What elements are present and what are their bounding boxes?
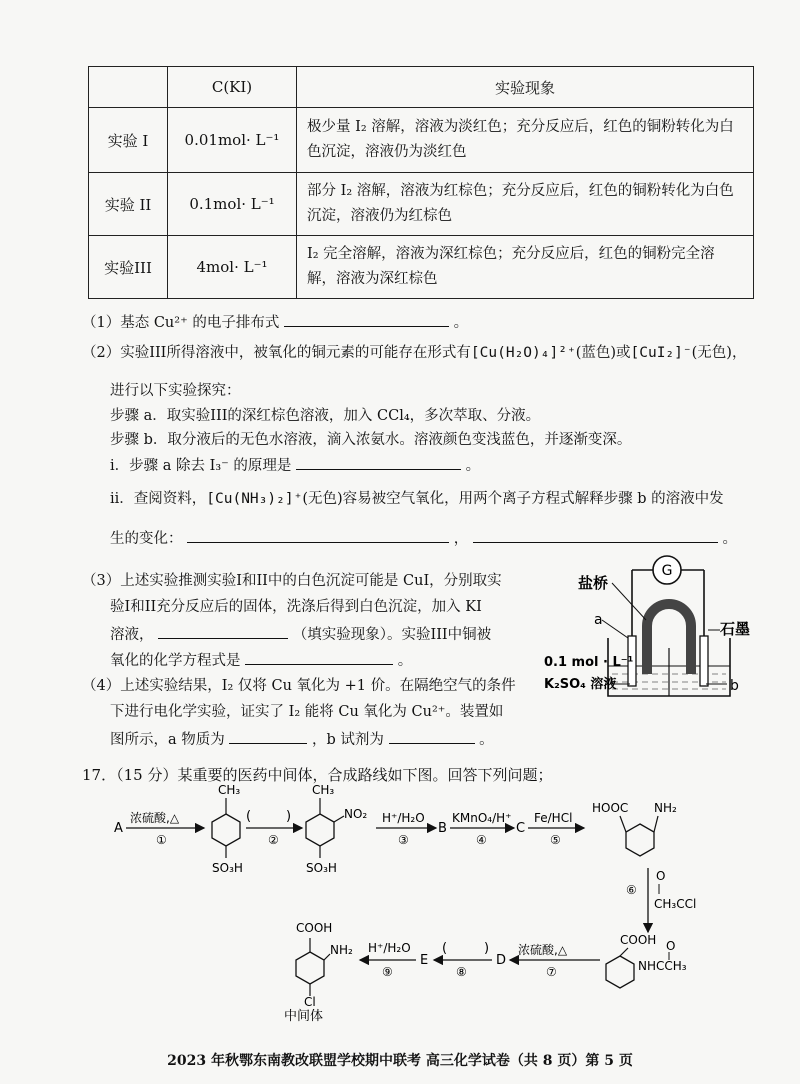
acyl-o-label: O [666, 939, 676, 953]
compound-C: C [516, 821, 526, 836]
reagent-5: Fe/HCl [534, 811, 573, 825]
q2-sub-ii [110, 488, 724, 510]
q1-end: 。 [453, 315, 469, 331]
q4-l3a: 图所示，a 物质为 [110, 732, 225, 748]
q4-line1: （4）上述实验结果，I₂ 仅将 Cu 氧化为 +1 价。在隔绝空气的条件 [82, 678, 516, 694]
step-6: ⑥ [626, 883, 637, 897]
benzene-ring-1 [212, 814, 240, 846]
q2-complex2: [CuI₂]⁻ [630, 345, 692, 361]
experiment-table [88, 66, 754, 299]
nh2-label: NH₂ [654, 801, 677, 815]
compound-D: D [496, 953, 507, 968]
a-pointer [602, 620, 628, 638]
q3-line4 [110, 648, 412, 672]
cl-final: Cl [304, 995, 316, 1009]
q2-ii-text2: (无色)容易被空气氧化，用两个离子方程式解释步骤 b 的溶液中发 [302, 491, 724, 507]
solution-name-label: K₂SO₄ 溶液 [544, 677, 617, 692]
benzene-ring-4 [606, 956, 634, 988]
q2-line2: 进行以下实验探究： [110, 383, 241, 399]
table-row [89, 236, 754, 299]
graphite-electrode [700, 636, 708, 686]
table-cell-phenomenon: 部分 I₂ 溶解，溶液为红棕色；充分反应后，红色的铜粉转化为白色沉淀，溶液仍为红棕色 [297, 173, 754, 236]
step-7: ⑦ [546, 965, 557, 979]
q3-l3a: 溶液， [110, 627, 154, 643]
q2-ii-text1: ii．查阅资料， [110, 491, 207, 507]
table-cell-phenomenon: 极少量 I₂ 溶解，溶液为淡红色；充分反应后，红色的铜粉转化为白色沉淀，溶液仍为淡红色 [297, 108, 754, 173]
table-header-phenomenon: 实验现象 [297, 67, 754, 108]
q2-ii-comma: ， [453, 531, 469, 547]
table-cell-phenomenon: I₂ 完全溶解，溶液为深红棕色；充分反应后，红色的铜粉完全溶解，溶液为深红棕色 [297, 236, 754, 299]
nh2-final: NH₂ [330, 943, 353, 957]
step-1: ① [156, 833, 167, 847]
reagent-6-o: O [656, 869, 666, 883]
synthesis-scheme [100, 784, 720, 1024]
bond [654, 816, 658, 832]
q3-line2: 验I和II充分反应后的固体，洗涤后得到白色沉淀，加入 KI [110, 599, 482, 615]
compound-E: E [420, 953, 429, 968]
table-row [89, 108, 754, 173]
reagent-9: H⁺/H₂O [368, 941, 411, 955]
table-header-row [89, 67, 754, 108]
q4-answer-blank-2[interactable] [389, 727, 475, 744]
question-1 [82, 310, 468, 334]
q2-ii-text3: 生的变化： [110, 531, 183, 547]
q3-line1: （3）上述实验推测实验I和II中的白色沉淀可能是 CuI，分别取实 [82, 573, 502, 589]
q3-l3b: （填实验现象）。实验III中铜被 [292, 627, 492, 643]
reagent-7: 浓硫酸,△ [518, 943, 568, 957]
table-cell-name: 实验 I [89, 108, 168, 173]
q2-i-text: i．步骤 a 除去 I₃⁻ 的原理是 [110, 458, 292, 474]
table-header-conc: C(KI) [168, 67, 297, 108]
no2-2: NO₂ [344, 807, 368, 821]
step-2: ② [268, 833, 279, 847]
cooh-label-2: COOH [620, 933, 657, 947]
q2-color2: (无色)， [691, 345, 747, 361]
q3-l4end: 。 [397, 653, 413, 669]
table-cell-conc: 0.1mol· L⁻¹ [168, 173, 297, 236]
q1-answer-blank[interactable] [284, 310, 449, 327]
b-label: b [730, 678, 739, 694]
step-8: ⑧ [456, 965, 467, 979]
q2-intro: （2）实验III所得溶液中，被氧化的铜元素的可能存在形式有 [82, 345, 471, 361]
reagent-6: CH₃CCl [654, 897, 697, 911]
so3h-2: SO₃H [306, 861, 337, 875]
bond [620, 948, 628, 956]
salt-bridge-pointer [612, 583, 646, 620]
table-cell-name: 实验 II [89, 173, 168, 236]
ch3-1: CH₃ [218, 784, 241, 797]
salt-bridge-label: 盐桥 [578, 574, 609, 592]
q2-step-b: 步骤 b．取分液后的无色水溶液，滴入浓氨水。溶液颜色变浅蓝色，并逐渐变深。 [110, 432, 632, 448]
q4-answer-blank-1[interactable] [229, 727, 307, 744]
intermediate-label: 中间体 [284, 1009, 324, 1024]
q4-line3 [110, 727, 494, 751]
step-3: ③ [398, 833, 409, 847]
q2-i-answer-blank[interactable] [296, 453, 461, 470]
reagent-4: KMnO₄/H⁺ [452, 811, 512, 825]
q2-color1: (蓝色)或 [575, 345, 631, 361]
solution-conc-label: 0.1 mol · L⁻¹ [544, 655, 634, 670]
table-cell-name: 实验III [89, 236, 168, 299]
so3h-1: SO₃H [212, 861, 243, 875]
q2-ii-complex: [Cu(NH₃)₂]⁺ [206, 491, 303, 507]
q3-line3 [110, 622, 491, 646]
step-4: ④ [476, 833, 487, 847]
bond [334, 816, 344, 822]
q17-title: 17．（15 分）某重要的医药中间体，合成路线如下图。回答下列问题； [82, 766, 553, 784]
compound-B: B [438, 821, 447, 836]
nhcch3-label: NHCCH₃ [638, 959, 687, 973]
question-2-intro [82, 342, 746, 364]
ch3-2: CH₃ [312, 784, 335, 797]
q2-sub-ii-line2 [110, 526, 737, 550]
reagent-2-close: ) [286, 809, 292, 824]
reagent-3: H⁺/H₂O [382, 811, 425, 825]
cooh-label-final: COOH [296, 921, 333, 935]
step-9: ⑨ [382, 965, 393, 979]
table-row [89, 173, 754, 236]
q3-answer-blank-2[interactable] [245, 648, 393, 665]
graphite-label: 石墨 [720, 620, 751, 638]
q3-answer-blank-1[interactable] [158, 622, 288, 639]
page-footer: 2023 年秋鄂东南教改联盟学校期中联考 高三化学试卷（共 8 页）第 5 页 [167, 1053, 633, 1069]
q2-complex1: [Cu(H₂O)₄]²⁺ [470, 345, 576, 361]
table-header-empty [89, 67, 168, 108]
reagent-8-open: ( [442, 941, 448, 956]
a-label: a [594, 612, 603, 628]
reagent-8-close: ) [484, 941, 490, 956]
compound-A: A [114, 821, 123, 836]
q2-ii-answer-blank-1[interactable] [187, 526, 449, 543]
q1-text: （1）基态 Cu²⁺ 的电子排布式 [82, 315, 280, 331]
galvanometer-label: G [661, 563, 673, 579]
reagent-2-open: ( [246, 809, 252, 824]
benzene-ring-3 [626, 824, 654, 856]
q2-ii-end: 。 [722, 531, 737, 547]
bond [620, 816, 626, 832]
electrochemical-apparatus [540, 548, 780, 748]
q4-l3b: ，b 试剂为 [311, 732, 384, 748]
benzene-ring-final [296, 952, 324, 984]
q2-sub-i [110, 453, 480, 477]
table-cell-conc: 4mol· L⁻¹ [168, 236, 297, 299]
reagent-1: 浓硫酸,△ [130, 811, 180, 825]
q2-i-end: 。 [465, 458, 481, 474]
table-cell-conc: 0.01mol· L⁻¹ [168, 108, 297, 173]
q2-ii-answer-blank-2[interactable] [473, 526, 718, 543]
benzene-ring-2 [306, 814, 334, 846]
step-5: ⑤ [550, 833, 561, 847]
q4-l3end: 。 [479, 732, 494, 748]
q4-line2: 下进行电化学实验，证实了 I₂ 能将 Cu 氧化为 Cu²⁺。装置如 [110, 704, 504, 720]
q3-l4: 氧化的化学方程式是 [110, 653, 241, 669]
q2-step-a: 步骤 a．取实验III的深红棕色溶液，加入 CCl₄，多次萃取、分液。 [110, 408, 541, 424]
hooc-label: HOOC [592, 801, 629, 815]
